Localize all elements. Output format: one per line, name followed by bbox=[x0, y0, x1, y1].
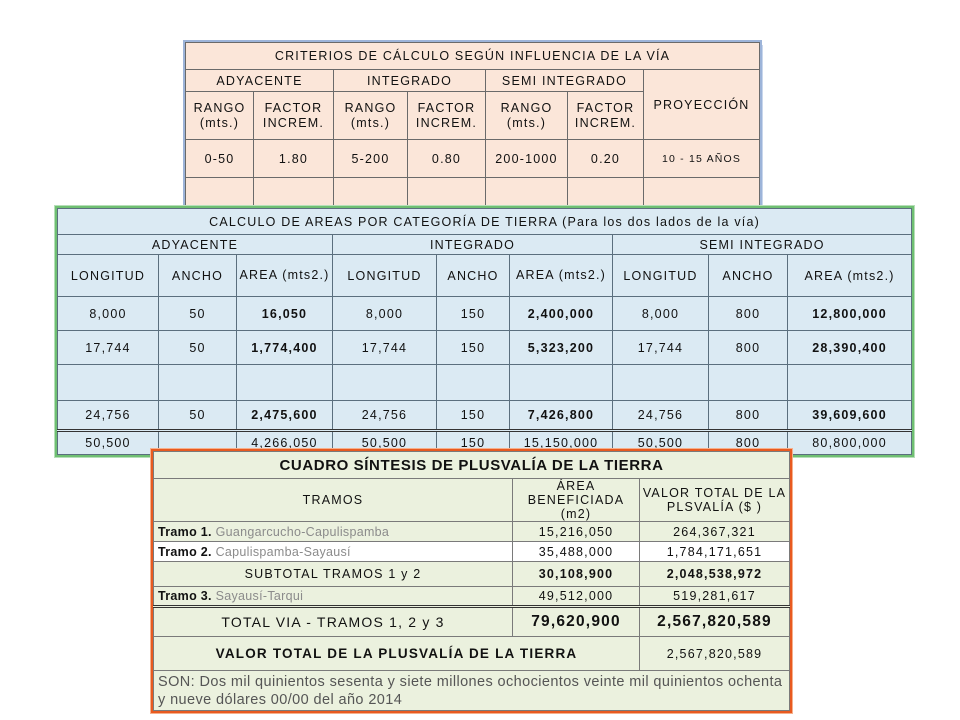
proyeccion-value: 10 - 15 AÑOS bbox=[644, 140, 760, 178]
factor-header: FACTOR INCREM. bbox=[408, 92, 486, 140]
empty-cell bbox=[644, 178, 760, 208]
col-ancho: ANCHO bbox=[437, 255, 510, 297]
cell: 150 bbox=[437, 401, 510, 431]
table-row bbox=[58, 401, 912, 431]
table-row bbox=[154, 671, 790, 711]
total-cell: 80,800,000 bbox=[788, 431, 912, 455]
factor-header: FACTOR INCREM. bbox=[568, 92, 644, 140]
cell: 2,475,600 bbox=[237, 401, 333, 431]
cell: 800 bbox=[709, 297, 788, 331]
cell: 800 bbox=[709, 331, 788, 365]
table-row bbox=[58, 365, 912, 401]
tramo-name: Sayausí-Tarqui bbox=[215, 589, 304, 603]
cell: 50 bbox=[159, 297, 237, 331]
total-cell: 4,266,050 bbox=[237, 431, 333, 455]
cell: 28,390,400 bbox=[788, 331, 912, 365]
proyeccion-header: PROYECCIÓN bbox=[644, 70, 760, 140]
areas-title: CALCULO DE AREAS POR CATEGORÍA DE TIERRA (Para los dos lados de la vía) bbox=[58, 209, 912, 235]
subtotal-valor: 2,048,538,972 bbox=[640, 562, 790, 587]
tramo-1-valor: 264,367,321 bbox=[640, 522, 790, 542]
total-cell: 15,150,000 bbox=[510, 431, 613, 455]
cell bbox=[159, 365, 237, 401]
total-cell: 50,500 bbox=[58, 431, 159, 455]
subtotal-label: SUBTOTAL TRAMOS 1 y 2 bbox=[154, 562, 513, 587]
cell: 12,800,000 bbox=[788, 297, 912, 331]
factor-header: FACTOR INCREM. bbox=[254, 92, 334, 140]
empty-cell bbox=[408, 178, 486, 208]
cell: 16,050 bbox=[237, 297, 333, 331]
col-area: AREA (mts2.) bbox=[237, 255, 333, 297]
valor-total-label: VALOR TOTAL DE LA PLUSVALÍA DE LA TIERRA bbox=[154, 637, 640, 671]
subtotal-area: 30,108,900 bbox=[513, 562, 640, 587]
table-row bbox=[58, 297, 912, 331]
rango-header: RANGO (mts.) bbox=[334, 92, 408, 140]
cell: 5,323,200 bbox=[510, 331, 613, 365]
table-row bbox=[154, 542, 790, 562]
tramo-3-area: 49,512,000 bbox=[513, 587, 640, 607]
cell bbox=[58, 365, 159, 401]
total-cell: 800 bbox=[709, 431, 788, 455]
cell: 800 bbox=[709, 401, 788, 431]
cell bbox=[333, 365, 437, 401]
tramo-2-valor: 1,784,171,651 bbox=[640, 542, 790, 562]
cell: 50 bbox=[159, 331, 237, 365]
cell: 2,400,000 bbox=[510, 297, 613, 331]
empty-cell bbox=[486, 178, 568, 208]
tramo-number: Tramo 1. bbox=[158, 524, 212, 539]
tramo-2-area: 35,488,000 bbox=[513, 542, 640, 562]
cell bbox=[788, 365, 912, 401]
empty-cell bbox=[186, 178, 254, 208]
cell bbox=[510, 365, 613, 401]
group-adyacente: ADYACENTE bbox=[58, 235, 333, 255]
cell: 17,744 bbox=[333, 331, 437, 365]
col-longitud: LONGITUD bbox=[333, 255, 437, 297]
total-valor: 2,567,820,589 bbox=[640, 607, 790, 637]
total-cell: 50,500 bbox=[333, 431, 437, 455]
cell bbox=[437, 365, 510, 401]
criterios-title: CRITERIOS DE CÁLCULO SEGÚN INFLUENCIA DE LA VÍA bbox=[186, 43, 760, 70]
col-longitud: LONGITUD bbox=[613, 255, 709, 297]
valor-total-value: 2,567,820,589 bbox=[640, 637, 790, 671]
rango-header: RANGO (mts.) bbox=[486, 92, 568, 140]
col-valor-total: VALOR TOTAL DE LA PLSVALÍA ($ ) bbox=[640, 479, 790, 522]
rango-value: 5-200 bbox=[334, 140, 408, 178]
cell: 7,426,800 bbox=[510, 401, 613, 431]
empty-cell bbox=[334, 178, 408, 208]
cell: 1,774,400 bbox=[237, 331, 333, 365]
cell bbox=[709, 365, 788, 401]
cell: 24,756 bbox=[333, 401, 437, 431]
cell: 150 bbox=[437, 331, 510, 365]
cell: 24,756 bbox=[58, 401, 159, 431]
criterios-table bbox=[185, 42, 760, 208]
col-ancho: ANCHO bbox=[159, 255, 237, 297]
factor-value: 0.80 bbox=[408, 140, 486, 178]
table-row bbox=[154, 637, 790, 671]
table-row bbox=[154, 522, 790, 542]
cell: 39,609,600 bbox=[788, 401, 912, 431]
group-adyacente: ADYACENTE bbox=[186, 70, 334, 92]
col-area: AREA (mts2.) bbox=[788, 255, 912, 297]
group-integrado: INTEGRADO bbox=[334, 70, 486, 92]
cell: 24,756 bbox=[613, 401, 709, 431]
col-area: AREA (mts2.) bbox=[510, 255, 613, 297]
table-row bbox=[154, 562, 790, 587]
cell: 8,000 bbox=[58, 297, 159, 331]
cell: 150 bbox=[437, 297, 510, 331]
cell: 8,000 bbox=[333, 297, 437, 331]
table-row bbox=[58, 331, 912, 365]
col-ancho: ANCHO bbox=[709, 255, 788, 297]
rango-header: RANGO (mts.) bbox=[186, 92, 254, 140]
tramo-3-valor: 519,281,617 bbox=[640, 587, 790, 607]
factor-value: 0.20 bbox=[568, 140, 644, 178]
total-label: TOTAL VIA - TRAMOS 1, 2 y 3 bbox=[154, 607, 513, 637]
total-area: 79,620,900 bbox=[513, 607, 640, 637]
areas-table bbox=[57, 208, 912, 455]
total-cell: 50,500 bbox=[613, 431, 709, 455]
tramo-2-label bbox=[154, 542, 513, 562]
tramo-3-label bbox=[154, 587, 513, 607]
sintesis-title: CUADRO SÍNTESIS DE PLUSVALÍA DE LA TIERRA bbox=[154, 452, 790, 479]
tramo-name: Capulispamba-Sayausí bbox=[215, 544, 351, 559]
cell: 17,744 bbox=[58, 331, 159, 365]
empty-cell bbox=[254, 178, 334, 208]
son-text: SON: Dos mil quinientos sesenta y siete millones ochocientos veinte mil quinientos ochenta y nueve dólares 00/00 del año 2014 bbox=[154, 671, 790, 711]
total-cell: 150 bbox=[437, 431, 510, 455]
rango-value: 200-1000 bbox=[486, 140, 568, 178]
table-row bbox=[154, 607, 790, 637]
cell: 8,000 bbox=[613, 297, 709, 331]
sintesis-table bbox=[153, 451, 790, 711]
cell: 50 bbox=[159, 401, 237, 431]
col-tramos: TRAMOS bbox=[154, 479, 513, 522]
col-longitud: LONGITUD bbox=[58, 255, 159, 297]
col-area-beneficiada: ÁREA BENEFICIADA (m2) bbox=[513, 479, 640, 522]
group-semi-integrado: SEMI INTEGRADO bbox=[486, 70, 644, 92]
cell bbox=[237, 365, 333, 401]
factor-value: 1.80 bbox=[254, 140, 334, 178]
empty-cell bbox=[568, 178, 644, 208]
group-semi-integrado: SEMI INTEGRADO bbox=[613, 235, 912, 255]
tramo-number: Tramo 2. bbox=[158, 544, 212, 559]
tramo-1-area: 15,216,050 bbox=[513, 522, 640, 542]
table-row bbox=[154, 587, 790, 607]
group-integrado: INTEGRADO bbox=[333, 235, 613, 255]
tramo-name: Guangarcucho-Capulispamba bbox=[215, 524, 390, 539]
rango-value: 0-50 bbox=[186, 140, 254, 178]
tramo-number: Tramo 3. bbox=[158, 589, 212, 603]
cell: 17,744 bbox=[613, 331, 709, 365]
tramo-1-label bbox=[154, 522, 513, 542]
cell bbox=[613, 365, 709, 401]
